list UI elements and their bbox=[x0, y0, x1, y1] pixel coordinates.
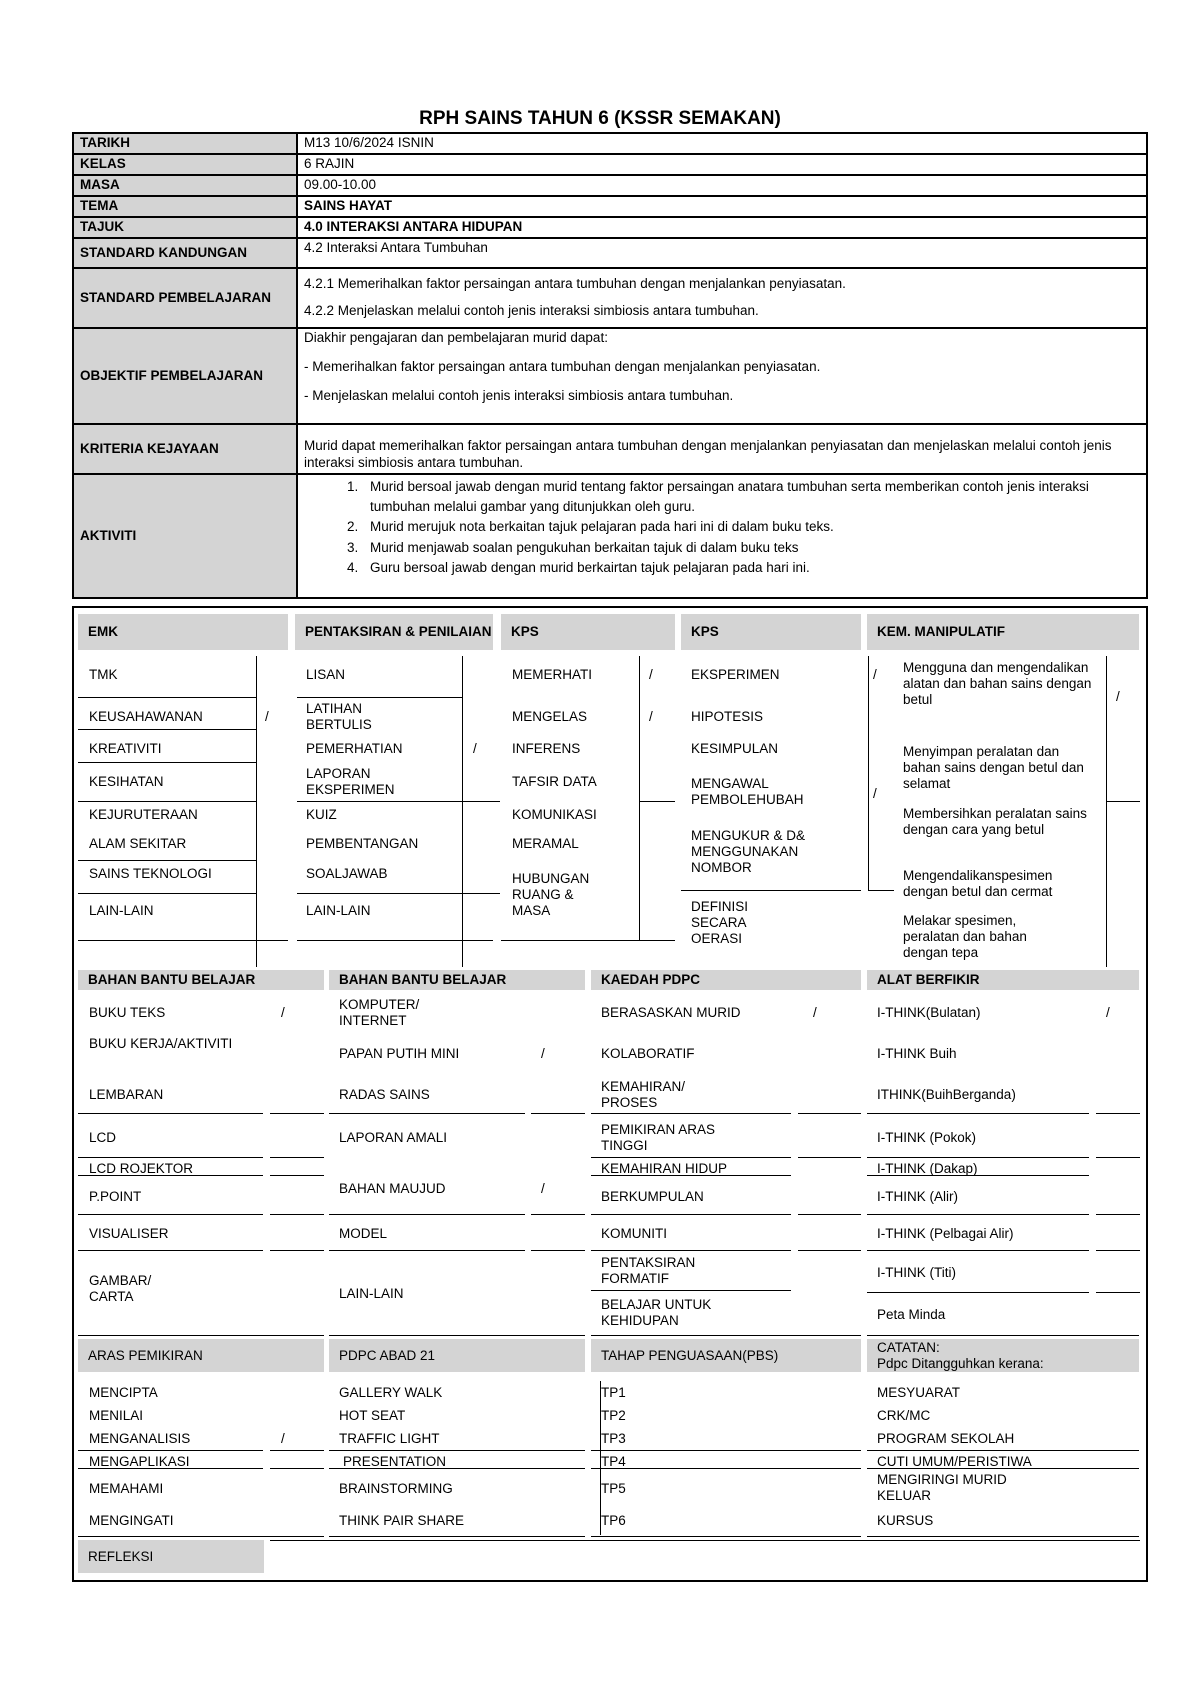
pentaksiran-item: PEMERHATIAN bbox=[306, 741, 403, 756]
pdpc-item: PRESENTATION bbox=[343, 1454, 447, 1469]
op-label: OBJEKTIF PEMBELAJARAN bbox=[73, 328, 297, 424]
tahap-header: TAHAP PENGUASAAN(PBS) bbox=[591, 1339, 861, 1372]
pentaksiran-item: LAIN-LAIN bbox=[306, 903, 371, 918]
aras-header: ARAS PEMIKIRAN bbox=[78, 1339, 324, 1372]
tema-value: SAINS HAYAT bbox=[297, 196, 1147, 217]
alat-item: I-THINK Buih bbox=[877, 1046, 957, 1061]
aktiviti-list bbox=[304, 477, 1140, 578]
alat-item: I-THINK (Titi) bbox=[877, 1265, 956, 1280]
kps-item: DEFINISI SECARA OERASI bbox=[691, 899, 749, 947]
tahap-item: TP1 bbox=[601, 1385, 626, 1400]
lesson-info-table bbox=[72, 132, 1148, 599]
tahap-item: TP2 bbox=[601, 1408, 626, 1423]
kaedah-item: KOMUNITI bbox=[601, 1226, 667, 1241]
alat-item: ITHINK(BuihBerganda) bbox=[877, 1087, 1016, 1102]
aras-item: MEMAHAMI bbox=[89, 1481, 164, 1496]
check-mark: / bbox=[541, 1046, 545, 1061]
bbb-item: RADAS SAINS bbox=[339, 1087, 430, 1102]
kps-item: EKSPERIMEN bbox=[691, 667, 780, 682]
op-value bbox=[297, 328, 1147, 424]
pdpc-item: GALLERY WALK bbox=[339, 1385, 443, 1400]
kps-item: INFERENS bbox=[512, 741, 581, 756]
pdpc-header: PDPC ABAD 21 bbox=[329, 1339, 585, 1372]
tarikh-value: M13 10/6/2024 ISNIN bbox=[297, 133, 1147, 154]
kaedah-item: PEMIKIRAN ARAS TINGGI bbox=[601, 1122, 716, 1154]
tarikh-label: TARIKH bbox=[73, 133, 297, 154]
alat-item: I-THINK (Dakap) bbox=[877, 1161, 978, 1176]
aras-item: MENGINGATI bbox=[89, 1513, 174, 1528]
kps2-header: KPS bbox=[681, 614, 861, 650]
check-mark: / bbox=[649, 667, 653, 682]
aktiviti-item: 3. Murid menjawab soalan pengukuhan berkaitan tajuk di dalam buku teks bbox=[362, 538, 1140, 558]
sp-label: STANDARD PEMBELAJARAN bbox=[73, 268, 297, 328]
pentaksiran-item: LISAN bbox=[306, 667, 346, 682]
tahap-item: TP6 bbox=[601, 1513, 626, 1528]
aras-item: MENGANALISIS bbox=[89, 1431, 191, 1446]
pentaksiran-item: PEMBENTANGAN bbox=[306, 836, 419, 851]
kps-item: MERAMAL bbox=[512, 836, 579, 851]
sp-2: 4.2.2 Menjelaskan melalui contoh jenis interaksi simbiosis antara tumbuhan. bbox=[304, 303, 759, 318]
alat-item: I-THINK (Alir) bbox=[877, 1189, 958, 1204]
bbb-item: GAMBAR/ CARTA bbox=[89, 1273, 152, 1305]
pentaksiran-item: SOALJAWAB bbox=[306, 866, 388, 881]
bbb-item: P.POINT bbox=[89, 1189, 142, 1204]
tema-label: TEMA bbox=[73, 196, 297, 217]
catatan-item: PROGRAM SEKOLAH bbox=[877, 1431, 1015, 1446]
kps-item: HIPOTESIS bbox=[691, 709, 764, 724]
kaedah-item: KEMAHIRAN HIDUP bbox=[601, 1161, 728, 1176]
emk-header: EMK bbox=[78, 614, 288, 650]
tajuk-label: TAJUK bbox=[73, 217, 297, 238]
op-intro: Diakhir pengajaran dan pembelajaran murid dapat: bbox=[304, 330, 608, 345]
bbb1-header: BAHAN BANTU BELAJAR bbox=[78, 970, 324, 990]
check-mark: / bbox=[281, 1005, 285, 1020]
kem-item: Mengguna dan mengendalikan alatan dan bahan sains dengan betul bbox=[903, 660, 1092, 708]
pdpc-item: THINK PAIR SHARE bbox=[339, 1513, 465, 1528]
masa-value: 09.00-10.00 bbox=[297, 175, 1147, 196]
sp-value bbox=[297, 268, 1147, 328]
alat-item: I-THINK (Pelbagai Alir) bbox=[877, 1226, 1014, 1241]
kelas-value: 6 RAJIN bbox=[297, 154, 1147, 175]
emk-item: KEUSAHAWANAN bbox=[89, 709, 203, 724]
check-mark: / bbox=[1106, 1005, 1110, 1020]
tajuk-value: 4.0 INTERAKSI ANTARA HIDUPAN bbox=[297, 217, 1147, 238]
aras-item: MENCIPTA bbox=[89, 1385, 158, 1400]
check-mark: / bbox=[281, 1431, 285, 1446]
pentaksiran-item: KUIZ bbox=[306, 807, 337, 822]
page-title: RPH SAINS TAHUN 6 (KSSR SEMAKAN) bbox=[419, 108, 781, 129]
kelas-label: KELAS bbox=[73, 154, 297, 175]
kps-item: KOMUNIKASI bbox=[512, 807, 597, 822]
kps-item: MEMERHATI bbox=[512, 667, 592, 682]
kem-header: KEM. MANIPULATIF bbox=[867, 614, 1139, 650]
aktiviti-item: 1. Murid bersoal jawab dengan murid tentang faktor persaingan anatara tumbuhan serta memberikan contoh jenis interaksi tumbuhan melalui gambar yang ditunjukkan oleh guru. bbox=[362, 477, 1140, 516]
emk-item: KESIHATAN bbox=[89, 774, 164, 789]
aktiviti-item: 4. Guru bersoal jawab dengan murid berkairtan tajuk pelajaran pada hari ini. bbox=[362, 558, 1140, 578]
bbb-item: LAPORAN AMALI bbox=[339, 1130, 448, 1145]
kaedah-header: KAEDAH PDPC bbox=[591, 970, 861, 990]
catatan-header bbox=[867, 1339, 1139, 1372]
aktiviti-label: AKTIVITI bbox=[73, 474, 297, 598]
kaedah-item: BERASASKAN MURID bbox=[601, 1005, 741, 1020]
aktiviti-value bbox=[297, 474, 1147, 598]
check-mark: / bbox=[873, 667, 877, 682]
catatan-item: MENGIRINGI MURID KELUAR bbox=[877, 1472, 1007, 1504]
aras-item: MENILAI bbox=[89, 1408, 144, 1423]
pentaksiran-item: LAPORAN EKSPERIMEN bbox=[306, 766, 395, 798]
check-mark: / bbox=[873, 786, 877, 801]
alat-header: ALAT BERFIKIR bbox=[867, 970, 1139, 990]
emk-item: ALAM SEKITAR bbox=[89, 836, 187, 851]
op-2: - Menjelaskan melalui contoh jenis interaksi simbiosis antara tumbuhan. bbox=[304, 387, 734, 403]
alat-item: I-THINK(Bulatan) bbox=[877, 1005, 981, 1020]
kps-item: KESIMPULAN bbox=[691, 741, 779, 756]
kps-item: HUBUNGAN RUANG & MASA bbox=[512, 871, 590, 919]
bbb-item: LCD bbox=[89, 1130, 117, 1145]
catatan-title: CATATAN: bbox=[877, 1339, 940, 1355]
kem-item: Menyimpan peralatan dan bahan sains dengan betul dan selamat bbox=[903, 744, 1084, 792]
emk-item: TMK bbox=[89, 667, 118, 682]
kk-value: Murid dapat memerihalkan faktor persaingan antara tumbuhan dengan menjalankan penyiasatan dan menjelaskan melalui contoh jenis interaksi simbiosis antara tumbuhan. bbox=[297, 424, 1147, 474]
check-mark: / bbox=[813, 1005, 817, 1020]
bbb-item: LCD ROJEKTOR bbox=[89, 1161, 194, 1176]
tahap-item: TP4 bbox=[601, 1454, 626, 1469]
tahap-item: TP5 bbox=[601, 1481, 626, 1496]
pdpc-item: HOT SEAT bbox=[339, 1408, 406, 1423]
bbb-item: BAHAN MAUJUD bbox=[339, 1181, 446, 1196]
kaedah-item: PENTAKSIRAN FORMATIF bbox=[601, 1255, 696, 1287]
pdpc-item: BRAINSTORMING bbox=[339, 1481, 453, 1496]
aktiviti-item: 2. Murid merujuk nota berkaitan tajuk pelajaran pada hari ini di dalam buku teks. bbox=[362, 517, 1140, 537]
catatan-item: KURSUS bbox=[877, 1513, 934, 1528]
sp-1: 4.2.1 Memerihalkan faktor persaingan antara tumbuhan dengan menjalankan penyiasatan. bbox=[304, 276, 846, 292]
emk-item: KEJURUTERAAN bbox=[89, 807, 198, 822]
check-mark: / bbox=[649, 709, 653, 724]
kaedah-item: KOLABORATIF bbox=[601, 1046, 695, 1061]
check-mark: / bbox=[265, 709, 269, 724]
refleksi-header: REFLEKSI bbox=[78, 1540, 264, 1573]
masa-label: MASA bbox=[73, 175, 297, 196]
kem-item: Melakar spesimen, peralatan dan bahan dengan tepa bbox=[903, 913, 1027, 961]
kps-item: MENGAWAL PEMBOLEHUBAH bbox=[691, 776, 804, 808]
catatan-item: CRK/MC bbox=[877, 1408, 931, 1423]
kps1-header: KPS bbox=[501, 614, 675, 650]
pentaksiran-header: PENTAKSIRAN & PENILAIAN bbox=[295, 614, 493, 650]
bbb-item: PAPAN PUTIH MINI bbox=[339, 1046, 460, 1061]
bbb-item: VISUALISER bbox=[89, 1226, 169, 1241]
catatan-item: MESYUARAT bbox=[877, 1385, 961, 1400]
sk-value: 4.2 Interaksi Antara Tumbuhan bbox=[297, 238, 1147, 268]
pdpc-item: TRAFFIC LIGHT bbox=[339, 1431, 440, 1446]
bbb-item: KOMPUTER/ INTERNET bbox=[339, 997, 420, 1029]
bbb-item: MODEL bbox=[339, 1226, 388, 1241]
kaedah-item: BERKUMPULAN bbox=[601, 1189, 704, 1204]
alat-item: Peta Minda bbox=[877, 1307, 946, 1322]
kps-item: MENGUKUR & D& MENGGUNAKAN NOMBOR bbox=[691, 828, 806, 876]
emk-item: KREATIVITI bbox=[89, 741, 162, 756]
bbb-item: BUKU TEKS bbox=[89, 1005, 166, 1020]
kaedah-item: BELAJAR UNTUK KEHIDUPAN bbox=[601, 1297, 712, 1329]
bbb-item: BUKU KERJA/AKTIVITI bbox=[89, 1036, 233, 1051]
kps-item: MENGELAS bbox=[512, 709, 588, 724]
pentaksiran-item: LATIHAN BERTULIS bbox=[306, 701, 372, 733]
catatan-item: CUTI UMUM/PERISTIWA bbox=[877, 1454, 1032, 1469]
kk-label: KRITERIA KEJAYAAN bbox=[73, 424, 297, 474]
kps-item: TAFSIR DATA bbox=[512, 774, 597, 789]
emk-item: LAIN-LAIN bbox=[89, 903, 154, 918]
kaedah-item: KEMAHIRAN/ PROSES bbox=[601, 1079, 686, 1111]
tahap-item: TP3 bbox=[601, 1431, 626, 1446]
kem-item: Mengendalikanspesimen dengan betul dan cermat bbox=[903, 868, 1053, 900]
check-mark: / bbox=[1116, 689, 1120, 704]
catatan-subtitle: Pdpc Ditangguhkan kerana: bbox=[877, 1355, 1044, 1371]
op-1: - Memerihalkan faktor persaingan antara tumbuhan dengan menjalankan penyiasatan. bbox=[304, 358, 821, 374]
sk-label: STANDARD KANDUNGAN bbox=[73, 238, 297, 268]
emk-item: SAINS TEKNOLOGI bbox=[89, 866, 212, 881]
bbb-item: LEMBARAN bbox=[89, 1087, 164, 1102]
check-mark: / bbox=[541, 1181, 545, 1196]
alat-item: I-THINK (Pokok) bbox=[877, 1130, 977, 1145]
kem-item: Membersihkan peralatan sains dengan cara yang betul bbox=[903, 806, 1087, 838]
bbb2-header: BAHAN BANTU BELAJAR bbox=[329, 970, 585, 990]
aras-item: MENGAPLIKASI bbox=[89, 1454, 190, 1469]
bbb-item: LAIN-LAIN bbox=[339, 1286, 404, 1301]
check-mark: / bbox=[473, 741, 477, 756]
